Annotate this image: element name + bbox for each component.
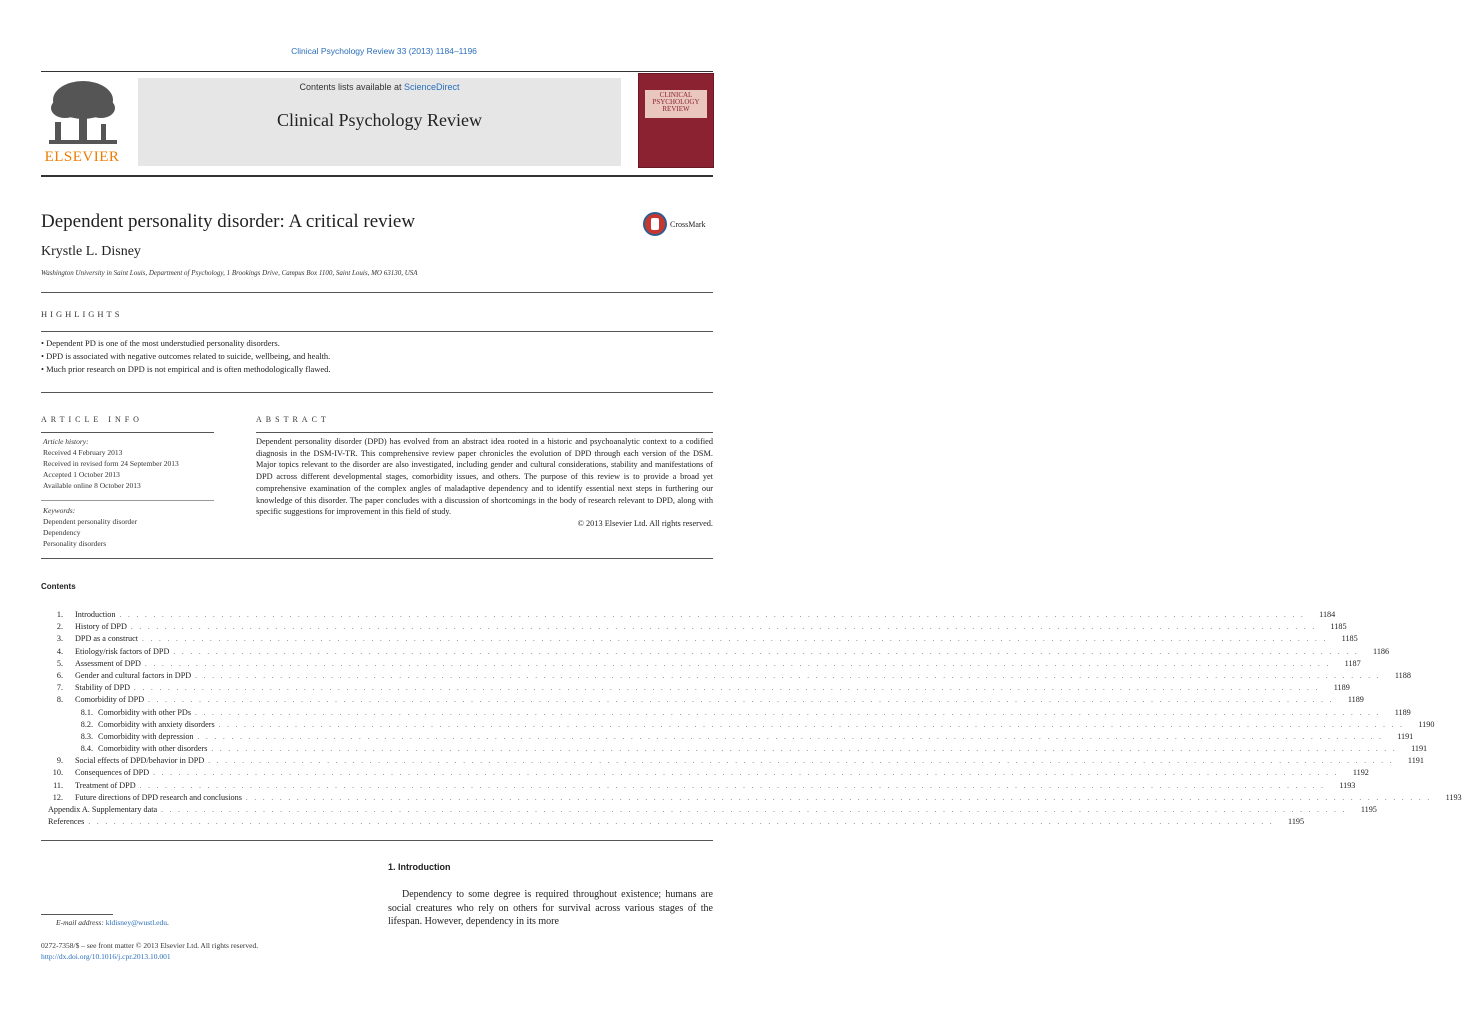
keyword-item: Dependency bbox=[43, 528, 81, 537]
journal-title: Clinical Psychology Review bbox=[277, 110, 482, 130]
crossmark-badge[interactable] bbox=[643, 212, 719, 238]
toc-leader-dots: . . . . . . . . . . . . . . . . . . . . . . . . . . . . . . . . . . . . . . . . . . . . . . . . . . . . . . . . . . . . . . . . . . . . . . . . . . . . . . . . . . . . . . . . . . . . . . . . . . . . . . . . . . . . . . . . . . . . . . . . . . . . . . . . . . . . . . . . . . . . bbox=[197, 732, 1384, 741]
history-item: Received in revised form 24 September 2013 bbox=[43, 459, 179, 468]
article-author: Krystle L. Disney bbox=[41, 244, 141, 259]
divider bbox=[41, 558, 713, 559]
toc-leader-dots: . . . . . . . . . . . . . . . . . . . . . . . . . . . . . . . . . . . . . . . . . . . . . . . . . . . . . . . . . . . . . . . . . . . . . . . . . . . . . . . . . . . . . . . . . . . . . . . . . . . . . . . . . . . . . . . . . . . . . . . . . . . . . . . . . . . . . . . . . . . . bbox=[142, 635, 1328, 644]
toc-leader-dots: . . . . . . . . . . . . . . . . . . . . . . . . . . . . . . . . . . . . . . . . . . . . . . . . . . . . . . . . . . . . . . . . . . . . . . . . . . . . . . . . . . . . . . . . . . . . . . . . . . . . . . . . . . . . . . . . . . . . . . . . . . . . . . . . . . . . . . . . . . . . bbox=[195, 671, 1381, 680]
article-history bbox=[43, 436, 179, 491]
toc-label[interactable]: Comorbidity with other disorders bbox=[98, 744, 208, 754]
contents-availability bbox=[138, 82, 621, 92]
toc-page: 1188 bbox=[1394, 670, 1411, 680]
toc-label[interactable]: Comorbidity with depression bbox=[98, 731, 194, 741]
toc-page: 1190 bbox=[1418, 719, 1435, 729]
toc-label[interactable]: References bbox=[48, 817, 85, 827]
toc-leader-dots: . . . . . . . . . . . . . . . . . . . . . . . . . . . . . . . . . . . . . . . . . . . . . . . . . . . . . . . . . . . . . . . . . . . . . . . . . . . . . . . . . . . . . . . . . . . . . . . . . . . . . . . . . . . . . . . . . . . . . . . . . . . . . . . . . . . . . . . . . . . . bbox=[148, 696, 1334, 705]
toc-label[interactable]: Etiology/risk factors of DPD bbox=[75, 646, 170, 656]
highlights-label: HIGHLIGHTS bbox=[41, 309, 123, 319]
toc-row[interactable] bbox=[41, 780, 1356, 792]
toc-row[interactable] bbox=[41, 767, 1369, 779]
history-label: Article history: bbox=[43, 437, 89, 446]
toc-number: 2. bbox=[56, 622, 63, 632]
keyword-item: Personality disorders bbox=[43, 539, 107, 548]
divider bbox=[41, 432, 214, 433]
toc-row[interactable] bbox=[41, 743, 1428, 755]
abstract-text: Dependent personality disorder (DPD) has evolved from an abstract idea rooted in a historic and psychoanalytic context to a codified diagnosis in the DSM-IV-TR. This comprehensive review paper chronicles the evolution of DPD through each version of the DSM. Major topics relevant to the disorder are also investigated, including gender and cultural considerations, stability and manifestations of DPD across different developmental stages, comorbidity issues, and others. The purpose of this review is to provide a broad yet comprehensive examination of the complex angles of maladaptive dependency and to identify essential next steps in furthering our knowledge of this disorder. The paper concludes with a discussion of shortcomings in the body of research relevant to DPD, along with specific suggestions for improvement in this field of study. bbox=[256, 437, 713, 517]
divider bbox=[41, 392, 713, 393]
toc-page: 1189 bbox=[1394, 707, 1411, 717]
toc-label[interactable]: Comorbidity of DPD bbox=[75, 695, 145, 705]
toc-label[interactable]: Treatment of DPD bbox=[75, 780, 136, 790]
highlight-item: • DPD is associated with negative outcomes related to suicide, wellbeing, and health. bbox=[41, 350, 331, 363]
toc-row[interactable] bbox=[41, 621, 1347, 633]
cover-title: CLINICAL PSYCHOLOGY REVIEW bbox=[645, 90, 707, 118]
abstract-copyright: © 2013 Elsevier Ltd. All rights reserved. bbox=[577, 518, 713, 528]
toc-leader-dots: . . . . . . . . . . . . . . . . . . . . . . . . . . . . . . . . . . . . . . . . . . . . . . . . . . . . . . . . . . . . . . . . . . . . . . . . . . . . . . . . . . . . . . . . . . . . . . . . . . . . . . . . . . . . . . . . . . . . . . . . . . . . . . . . . . . . . . . . . . . . bbox=[139, 781, 1326, 790]
toc-label[interactable]: History of DPD bbox=[75, 622, 127, 632]
toc-page: 1193 bbox=[1339, 780, 1356, 790]
toc-leader-dots: . . . . . . . . . . . . . . . . . . . . . . . . . . . . . . . . . . . . . . . . . . . . . . . . . . . . . . . . . . . . . . . . . . . . . . . . . . . . . . . . . . . . . . . . . . . . . . . . . . . . . . . . . . . . . . . . . . . . . . . . . . . . . . . . . . . . . . . . . . . . bbox=[144, 659, 1331, 668]
crossmark-label: CrossMark bbox=[670, 220, 706, 229]
issn-line: 0272-7358/$ – see front matter © 2013 Elsevier Ltd. All rights reserved. bbox=[41, 941, 259, 950]
toc-page: 1185 bbox=[1341, 634, 1358, 644]
toc-number: 4. bbox=[56, 646, 63, 656]
author-email bbox=[56, 918, 169, 927]
divider bbox=[256, 432, 713, 433]
doi-link[interactable]: http://dx.doi.org/10.1016/j.cpr.2013.10.001 bbox=[41, 952, 171, 961]
divider bbox=[41, 500, 214, 501]
author-affiliation: Washington University in Saint Louis, Department of Psychology, 1 Brookings Drive, Campus Box 1100, Saint Louis, MO 63130, USA bbox=[41, 269, 418, 277]
keyword-item: Dependent personality disorder bbox=[43, 517, 138, 526]
toc-row[interactable] bbox=[41, 804, 1377, 816]
toc-page: 1192 bbox=[1352, 768, 1369, 778]
toc-page: 1191 bbox=[1411, 744, 1428, 754]
toc-row[interactable] bbox=[41, 670, 1411, 682]
elsevier-wordmark: ELSEVIER bbox=[44, 149, 120, 165]
toc-label[interactable]: Social effects of DPD/behavior in DPD bbox=[75, 756, 205, 766]
toc-row[interactable] bbox=[41, 755, 1424, 767]
toc-number: 3. bbox=[56, 634, 63, 644]
toc-page: 1187 bbox=[1344, 658, 1361, 668]
history-item: Accepted 1 October 2013 bbox=[43, 470, 120, 479]
crossmark-icon bbox=[643, 212, 667, 236]
toc-row[interactable] bbox=[41, 609, 1336, 621]
article-title: Dependent personality disorder: A critical review bbox=[41, 211, 416, 232]
toc-leader-dots: . . . . . . . . . . . . . . . . . . . . . . . . . . . . . . . . . . . . . . . . . . . . . . . . . . . . . . . . . . . . . . . . . . . . . . . . . . . . . . . . . . . . . . . . . . . . . . . . . . . . . . . . . . . . . . . . . . . . . . . . . . . . . . . . . . . . . . . . . . . . bbox=[88, 818, 1275, 827]
toc-leader-dots: . . . . . . . . . . . . . . . . . . . . . . . . . . . . . . . . . . . . . . . . . . . . . . . . . . . . . . . . . . . . . . . . . . . . . . . . . . . . . . . . . . . . . . . . . . . . . . . . . . . . . . . . . . . . . . . . . . . . . . . . . . . . . . . . . . . . . . . . . . . . bbox=[161, 806, 1347, 814]
introduction-text: Dependency to some degree is required throughout existence; humans are social creatures who rely on others for survival across various stages of the lifespan. However, dependency in its more bbox=[388, 889, 713, 927]
toc-row[interactable] bbox=[41, 658, 1361, 670]
toc-row[interactable] bbox=[41, 707, 1411, 719]
toc-number: 6. bbox=[56, 670, 63, 680]
toc-leader-dots: . . . . . . . . . . . . . . . . . . . . . . . . . . . . . . . . . . . . . . . . . . . . . . . . . . . . . . . . . . . . . . . . . . . . . . . . . . . . . . . . . . . . . . . . . . . . . . . . . . . . . . . . . . . . . . . . . . . . . . . . . . . . . . . . . . . . . . . . . . . . bbox=[208, 757, 1394, 766]
toc-page: 1186 bbox=[1373, 646, 1390, 656]
toc-page: 1191 bbox=[1407, 756, 1424, 766]
toc-page: 1189 bbox=[1333, 683, 1350, 693]
divider bbox=[41, 840, 713, 841]
toc-leader-dots: . . . . . . . . . . . . . . . . . . . . . . . . . . . . . . . . . . . . . . . . . . . . . . . . . . . . . . . . . . . . . . . . . . . . . . . . . . . . . . . . . . . . . . . . . . . . . . . . . . . . . . . . . . . . . . . . . . . . . . . . . . . . . . . . . . . . . . . . . . . . bbox=[195, 708, 1381, 717]
toc-label[interactable]: Gender and cultural factors in DPD bbox=[75, 670, 192, 680]
toc-leader-dots: . . . . . . . . . . . . . . . . . . . . . . . . . . . . . . . . . . . . . . . . . . . . . . . . . . . . . . . . . . . . . . . . . . . . . . . . . . . . . . . . . . . . . . . . . . . . . . . . . . . . . . . . . . . . . . . . . . . . . . . . . . . . . . . . . . . . . . . . . . . . bbox=[153, 769, 1339, 778]
abstract-label: ABSTRACT bbox=[256, 415, 330, 424]
toc-leader-dots: . . . . . . . . . . . . . . . . . . . . . . . . . . . . . . . . . . . . . . . . . . . . . . . . . . . . . . . . . . . . . . . . . . . . . . . . . . . . . . . . . . . . . . . . . . . . . . . . . . . . . . . . . . . . . . . . . . . . . . . . . . . . . . . . . . . . . . . . . . . . bbox=[130, 623, 1317, 632]
toc-row[interactable] bbox=[41, 682, 1350, 694]
toc-number: 8.4. bbox=[80, 744, 93, 754]
footnote-rule bbox=[41, 914, 113, 915]
keywords-label: Keywords: bbox=[43, 506, 76, 515]
toc-number: 8.3. bbox=[80, 731, 93, 741]
toc-label[interactable]: Comorbidity with other PDs bbox=[98, 707, 192, 717]
contents-heading: Contents bbox=[41, 582, 76, 591]
contents-prefix: Contents lists available at bbox=[299, 82, 405, 92]
toc-label[interactable]: Future directions of DPD research and conclusions bbox=[75, 792, 242, 802]
toc-row[interactable] bbox=[41, 633, 1358, 645]
toc-label[interactable]: Assessment of DPD bbox=[75, 658, 141, 668]
toc-leader-dots: . . . . . . . . . . . . . . . . . . . . . . . . . . . . . . . . . . . . . . . . . . . . . . . . . . . . . . . . . . . . . . . . . . . . . . . . . . . . . . . . . . . . . . . . . . . . . . . . . . . . . . . . . . . . . . . . . . . . . . . . . . . . . . . . . . . . . . . . . . . . bbox=[211, 745, 1398, 754]
highlight-item: • Much prior research on DPD is not empirical and is often methodologically flawed. bbox=[41, 363, 331, 376]
highlights-list bbox=[41, 337, 331, 376]
toc-leader-dots: . . . . . . . . . . . . . . . . . . . . . . . . . . . . . . . . . . . . . . . . . . . . . . . . . . . . . . . . . . . . . . . . . . . . . . . . . . . . . . . . . . . . . . . . . . . . . . . . . . . . . . . . . . . . . . . . . . . . . . . . . . . . . . . . . . . . . . . . . . . . bbox=[218, 720, 1405, 729]
header-divider bbox=[41, 71, 713, 72]
toc-number: 1. bbox=[56, 610, 63, 619]
toc-label[interactable]: Comorbidity with anxiety disorders bbox=[98, 719, 215, 729]
toc-leader-dots: . . . . . . . . . . . . . . . . . . . . . . . . . . . . . . . . . . . . . . . . . . . . . . . . . . . . . . . . . . . . . . . . . . . . . . . . . . . . . . . . . . . . . . . . . . . . . . . . . . . . . . . . . . . . . . . . . . . . . . . . . . . . . . . . . . . . . . . . . . . . bbox=[245, 793, 1432, 802]
history-item: Received 4 February 2013 bbox=[43, 448, 123, 457]
toc-number: 5. bbox=[56, 658, 63, 668]
toc-row[interactable] bbox=[41, 719, 1435, 731]
highlight-item: • Dependent PD is one of the most understudied personality disorders. bbox=[41, 337, 331, 350]
divider bbox=[41, 292, 713, 293]
toc-number: 10. bbox=[52, 768, 63, 778]
toc-number: 7. bbox=[56, 683, 63, 693]
toc-label[interactable]: Introduction bbox=[75, 610, 116, 619]
toc-row[interactable] bbox=[41, 731, 1414, 743]
toc-number: 11. bbox=[53, 780, 63, 790]
toc-number: 8. bbox=[56, 695, 63, 705]
keywords bbox=[43, 505, 137, 549]
toc-page: 1195 bbox=[1360, 805, 1377, 814]
journal-banner bbox=[138, 78, 621, 166]
toc-leader-dots: . . . . . . . . . . . . . . . . . . . . . . . . . . . . . . . . . . . . . . . . . . . . . . . . . . . . . . . . . . . . . . . . . . . . . . . . . . . . . . . . . . . . . . . . . . . . . . . . . . . . . . . . . . . . . . . . . . . . . . . . . . . . . . . . . . . . . . . . . . . . bbox=[119, 611, 1306, 619]
elsevier-logo bbox=[41, 78, 123, 166]
toc-page: 1184 bbox=[1319, 610, 1336, 619]
toc-label[interactable]: Consequences of DPD bbox=[75, 768, 150, 778]
email-suffix: . bbox=[167, 918, 169, 927]
toc-leader-dots: . . . . . . . . . . . . . . . . . . . . . . . . . . . . . . . . . . . . . . . . . . . . . . . . . . . . . . . . . . . . . . . . . . . . . . . . . . . . . . . . . . . . . . . . . . . . . . . . . . . . . . . . . . . . . . . . . . . . . . . . . . . . . . . . . . . . . . . . . . . . bbox=[134, 684, 1320, 693]
toc-page: 1191 bbox=[1397, 731, 1414, 741]
sciencedirect-link[interactable]: ScienceDirect bbox=[404, 82, 460, 92]
toc-row[interactable] bbox=[41, 694, 1364, 706]
email-link[interactable]: kldisney@wustl.edu bbox=[105, 918, 167, 927]
toc-row[interactable] bbox=[41, 646, 1390, 658]
journal-cover bbox=[638, 73, 714, 168]
toc-page: 1185 bbox=[1330, 622, 1347, 632]
toc-page: 1189 bbox=[1347, 695, 1364, 705]
toc-label[interactable]: DPD as a construct bbox=[75, 634, 138, 644]
journal-reference[interactable]: Clinical Psychology Review 33 (2013) 1184–1196 bbox=[291, 46, 477, 56]
table-of-contents bbox=[41, 609, 1462, 828]
history-item: Available online 8 October 2013 bbox=[43, 481, 141, 490]
header-divider-bottom bbox=[41, 175, 713, 177]
section-heading: 1. Introduction bbox=[388, 862, 451, 872]
toc-number: 8.2. bbox=[80, 719, 93, 729]
toc-label[interactable]: Stability of DPD bbox=[75, 683, 131, 693]
toc-row[interactable] bbox=[41, 792, 1462, 804]
toc-number: 12. bbox=[52, 792, 63, 802]
issn-block bbox=[41, 940, 258, 962]
toc-page: 1193 bbox=[1445, 792, 1462, 802]
article-info-label: ARTICLE INFO bbox=[41, 415, 143, 424]
email-label: E-mail address: bbox=[56, 918, 106, 927]
toc-number: 8.1. bbox=[80, 707, 93, 717]
toc-number: 9. bbox=[56, 756, 63, 766]
divider bbox=[41, 331, 713, 332]
toc-leader-dots: . . . . . . . . . . . . . . . . . . . . . . . . . . . . . . . . . . . . . . . . . . . . . . . . . . . . . . . . . . . . . . . . . . . . . . . . . . . . . . . . . . . . . . . . . . . . . . . . . . . . . . . . . . . . . . . . . . . . . . . . . . . . . . . . . . . . . . . . . . . . bbox=[173, 647, 1360, 656]
toc-row[interactable] bbox=[41, 816, 1305, 828]
toc-label[interactable]: Appendix A. Supplementary data bbox=[48, 805, 158, 814]
toc-page: 1195 bbox=[1288, 817, 1305, 827]
elsevier-tree-icon bbox=[41, 78, 123, 146]
abstract bbox=[256, 436, 713, 530]
